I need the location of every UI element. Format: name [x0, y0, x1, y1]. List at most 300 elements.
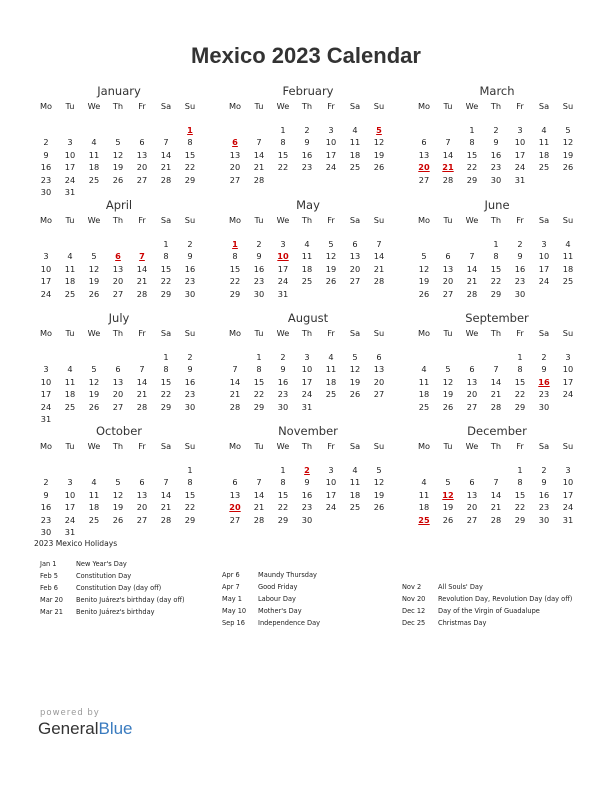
- day-cell: 13: [442, 263, 454, 274]
- holiday-column: [40, 559, 225, 619]
- day-cell: 13: [466, 489, 478, 500]
- day-cell: 20: [466, 389, 478, 400]
- day-cell: 27: [136, 514, 148, 525]
- day-cell: 11: [301, 251, 313, 262]
- holiday-name: Day of the Virgin of Guadalupe: [438, 607, 540, 615]
- day-cell: 12: [562, 137, 574, 148]
- holiday-date: Nov 20: [402, 595, 426, 603]
- day-cell: 18: [325, 376, 337, 387]
- weekday-label: Tu: [443, 441, 453, 451]
- day-cell: 12: [88, 376, 100, 387]
- day-cell: 4: [91, 477, 97, 488]
- weekday-label: Tu: [254, 441, 264, 451]
- day-cell: 18: [538, 149, 550, 160]
- day-cell: 5: [565, 125, 571, 135]
- day-cell: 18: [562, 263, 574, 274]
- day-cell: 25: [325, 389, 337, 400]
- day-cell: 11: [349, 477, 361, 488]
- weekday-label: Su: [562, 328, 574, 338]
- weekday-label: Sa: [538, 101, 550, 111]
- month-name: July: [108, 311, 130, 325]
- day-cell: 19: [442, 502, 454, 513]
- day-cell: 9: [517, 251, 523, 262]
- day-cell: 22: [160, 389, 172, 400]
- logo-part-blue: Blue: [98, 719, 133, 738]
- day-cell: 13: [112, 376, 124, 387]
- day-cell: 11: [64, 263, 76, 274]
- weekday-label: Mo: [39, 441, 53, 451]
- holiday-item: [40, 571, 225, 583]
- day-cell: 12: [112, 149, 124, 160]
- day-cell: 15: [229, 263, 241, 274]
- day-cell: 14: [442, 149, 454, 160]
- day-cell: 22: [490, 276, 502, 287]
- day-cell: 9: [256, 251, 262, 262]
- day-cell: 10: [64, 149, 76, 160]
- holiday-name: Independence Day: [258, 619, 321, 627]
- day-cell: 18: [349, 149, 361, 160]
- day-cell: 1: [517, 352, 523, 362]
- day-cell: 14: [229, 376, 241, 387]
- day-cell: 10: [301, 364, 313, 375]
- day-cell: 14: [466, 263, 478, 274]
- day-cell: 9: [43, 489, 49, 500]
- day-cell: 29: [229, 288, 241, 299]
- day-cell: 25: [88, 174, 100, 185]
- day-cell: 26: [88, 401, 100, 412]
- holiday-name: Good Friday: [258, 583, 298, 591]
- weekday-label: Mo: [39, 215, 53, 225]
- weekday-label: Sa: [349, 215, 361, 225]
- day-cell: 11: [562, 251, 574, 262]
- day-cell: 19: [418, 276, 430, 287]
- day-cell: 3: [43, 364, 49, 375]
- day-cell: 9: [541, 364, 547, 375]
- holiday-name: Benito Juárez's birthday: [76, 608, 155, 616]
- weekday-label: Sa: [349, 328, 361, 338]
- day-cell: 31: [64, 527, 76, 537]
- weekday-label: Fr: [138, 101, 146, 111]
- holiday-name: Constitution Day: [76, 572, 132, 580]
- day-cell: 8: [256, 364, 262, 375]
- month-name: September: [465, 311, 529, 325]
- day-cell: 30: [301, 514, 313, 525]
- day-cell: 6: [469, 364, 475, 375]
- month-name: November: [278, 424, 338, 438]
- holidays-title: 2023 Mexico Holidays: [34, 539, 118, 548]
- holiday-day: 21: [442, 162, 454, 173]
- weekday-label: Mo: [228, 441, 242, 451]
- day-cell: 6: [421, 137, 427, 148]
- holiday-date: Mar 20: [40, 596, 63, 604]
- holiday-day: 1: [232, 239, 238, 249]
- day-cell: 2: [280, 352, 286, 362]
- day-cell: 15: [184, 149, 196, 160]
- day-cell: 24: [325, 502, 337, 513]
- month-july: [34, 311, 204, 424]
- month-august: [223, 311, 393, 421]
- day-cell: 6: [376, 352, 382, 362]
- day-cell: 20: [373, 376, 385, 387]
- weekday-label: Tu: [65, 328, 75, 338]
- day-cell: 10: [325, 477, 337, 488]
- page-title: Mexico 2023 Calendar: [191, 43, 421, 68]
- day-cell: 17: [562, 489, 574, 500]
- day-cell: 2: [43, 137, 49, 148]
- day-cell: 19: [442, 389, 454, 400]
- holiday-item: [40, 595, 225, 607]
- day-cell: 19: [562, 149, 574, 160]
- day-cell: 15: [184, 489, 196, 500]
- day-cell: 13: [466, 376, 478, 387]
- day-cell: 9: [304, 137, 310, 148]
- day-cell: 3: [280, 239, 286, 249]
- day-cell: 25: [349, 502, 361, 513]
- day-cell: 28: [490, 514, 502, 525]
- day-cell: 28: [490, 401, 502, 412]
- day-cell: 8: [517, 477, 523, 488]
- day-cell: 27: [373, 389, 385, 400]
- day-cell: 30: [277, 401, 289, 412]
- day-cell: 19: [112, 502, 124, 513]
- day-cell: 14: [490, 489, 502, 500]
- day-cell: 24: [301, 389, 313, 400]
- holiday-column: [222, 570, 407, 630]
- weekday-label: Sa: [349, 441, 361, 451]
- weekday-label: Th: [301, 215, 313, 225]
- day-cell: 31: [301, 401, 313, 412]
- day-cell: 28: [136, 401, 148, 412]
- month-october: [34, 424, 204, 537]
- day-cell: 8: [280, 137, 286, 148]
- holiday-name: Maundy Thursday: [258, 571, 317, 579]
- day-cell: 17: [325, 489, 337, 500]
- day-cell: 11: [349, 137, 361, 148]
- day-cell: 27: [229, 514, 241, 525]
- day-cell: 11: [418, 376, 430, 387]
- day-cell: 12: [112, 489, 124, 500]
- day-cell: 20: [112, 276, 124, 287]
- day-cell: 11: [325, 364, 337, 375]
- day-cell: 14: [160, 489, 172, 500]
- weekday-label: Mo: [228, 328, 242, 338]
- day-cell: 18: [418, 502, 430, 513]
- day-cell: 29: [490, 288, 502, 299]
- day-cell: 5: [115, 137, 121, 148]
- day-cell: 8: [163, 251, 169, 262]
- month-name: January: [97, 84, 141, 98]
- holiday-name: Christmas Day: [438, 619, 487, 627]
- day-cell: 16: [184, 376, 196, 387]
- day-cell: 31: [64, 187, 76, 197]
- weekday-label: Th: [490, 328, 502, 338]
- day-cell: 7: [256, 137, 262, 148]
- day-cell: 4: [67, 251, 73, 262]
- holiday-day: 5: [376, 125, 382, 135]
- day-cell: 13: [349, 251, 361, 262]
- day-cell: 17: [64, 162, 76, 173]
- holiday-name: New Year's Day: [76, 560, 127, 568]
- weekday-label: Tu: [65, 441, 75, 451]
- day-cell: 24: [64, 514, 76, 525]
- holiday-name: Labour Day: [258, 595, 296, 603]
- day-cell: 13: [229, 489, 241, 500]
- day-cell: 28: [160, 174, 172, 185]
- day-cell: 30: [184, 288, 196, 299]
- day-cell: 13: [136, 149, 148, 160]
- holiday-name: Constitution Day (day off): [76, 584, 162, 592]
- day-cell: 20: [229, 162, 241, 173]
- holiday-item: [40, 583, 225, 595]
- holiday-item: [402, 582, 587, 594]
- day-cell: 7: [139, 364, 145, 375]
- day-cell: 5: [352, 352, 358, 362]
- day-cell: 4: [541, 125, 547, 135]
- day-cell: 19: [88, 389, 100, 400]
- holiday-day: 10: [277, 251, 289, 262]
- day-cell: 18: [88, 162, 100, 173]
- month-name: December: [467, 424, 527, 438]
- weekday-label: Fr: [327, 441, 335, 451]
- holiday-date: Feb 5: [40, 572, 58, 580]
- day-cell: 1: [280, 125, 286, 135]
- day-cell: 3: [541, 239, 547, 249]
- day-cell: 9: [187, 364, 193, 375]
- day-cell: 21: [160, 502, 172, 513]
- month-name: June: [484, 198, 510, 212]
- day-cell: 17: [538, 263, 550, 274]
- day-cell: 22: [514, 502, 526, 513]
- day-cell: 21: [136, 389, 148, 400]
- day-cell: 26: [112, 174, 124, 185]
- day-cell: 27: [466, 401, 478, 412]
- day-cell: 4: [328, 352, 334, 362]
- day-cell: 9: [304, 477, 310, 488]
- day-cell: 23: [514, 276, 526, 287]
- day-cell: 7: [493, 477, 499, 488]
- day-cell: 22: [514, 389, 526, 400]
- day-cell: 22: [277, 162, 289, 173]
- day-cell: 16: [184, 263, 196, 274]
- day-cell: 4: [91, 137, 97, 148]
- weekday-label: Fr: [138, 328, 146, 338]
- day-cell: 5: [445, 477, 451, 488]
- day-cell: 24: [325, 162, 337, 173]
- weekday-label: Fr: [516, 215, 524, 225]
- day-cell: 22: [184, 162, 196, 173]
- day-cell: 8: [517, 364, 523, 375]
- day-cell: 27: [466, 514, 478, 525]
- weekday-label: Mo: [39, 101, 53, 111]
- day-cell: 31: [514, 174, 526, 185]
- weekday-label: Th: [490, 101, 502, 111]
- day-cell: 23: [40, 514, 52, 525]
- day-cell: 10: [325, 137, 337, 148]
- day-cell: 18: [64, 389, 76, 400]
- generalblue-logo[interactable]: [38, 719, 133, 739]
- day-cell: 17: [325, 149, 337, 160]
- day-cell: 2: [517, 239, 523, 249]
- day-cell: 23: [301, 502, 313, 513]
- day-cell: 20: [136, 502, 148, 513]
- weekday-label: We: [465, 328, 479, 338]
- holiday-date: May 1: [222, 595, 242, 603]
- weekday-label: We: [276, 215, 290, 225]
- weekday-label: Sa: [538, 215, 550, 225]
- weekday-label: Tu: [443, 101, 453, 111]
- weekday-label: Sa: [160, 441, 172, 451]
- day-cell: 17: [514, 149, 526, 160]
- weekday-label: Su: [184, 328, 196, 338]
- day-cell: 26: [373, 502, 385, 513]
- day-cell: 11: [538, 137, 550, 148]
- day-cell: 29: [253, 401, 265, 412]
- weekday-label: Mo: [228, 101, 242, 111]
- weekday-label: Mo: [228, 215, 242, 225]
- day-cell: 16: [277, 376, 289, 387]
- day-cell: 28: [442, 174, 454, 185]
- day-cell: 22: [253, 389, 265, 400]
- day-cell: 1: [280, 465, 286, 475]
- day-cell: 2: [541, 352, 547, 362]
- weekday-label: Su: [184, 441, 196, 451]
- weekday-label: Fr: [327, 215, 335, 225]
- day-cell: 15: [514, 376, 526, 387]
- day-cell: 24: [40, 288, 52, 299]
- holiday-day: 7: [139, 251, 145, 262]
- holiday-name: Mother's Day: [258, 607, 302, 615]
- day-cell: 17: [277, 263, 289, 274]
- day-cell: 13: [418, 149, 430, 160]
- holiday-item: [222, 618, 407, 630]
- day-cell: 23: [490, 162, 502, 173]
- weekday-label: Sa: [538, 441, 550, 451]
- holiday-day: 16: [538, 376, 550, 387]
- day-cell: 10: [514, 137, 526, 148]
- day-cell: 6: [232, 477, 238, 488]
- day-cell: 29: [277, 514, 289, 525]
- day-cell: 10: [538, 251, 550, 262]
- day-cell: 26: [442, 401, 454, 412]
- powered-by-text: powered by: [40, 708, 100, 718]
- weekday-label: Tu: [254, 101, 264, 111]
- month-may: [223, 198, 393, 308]
- day-cell: 25: [418, 401, 430, 412]
- day-cell: 3: [565, 465, 571, 475]
- weekday-label: We: [87, 441, 101, 451]
- weekday-label: Th: [301, 441, 313, 451]
- day-cell: 12: [325, 251, 337, 262]
- day-cell: 10: [562, 364, 574, 375]
- day-cell: 1: [187, 465, 193, 475]
- day-cell: 5: [115, 477, 121, 488]
- day-cell: 12: [418, 263, 430, 274]
- day-cell: 24: [514, 162, 526, 173]
- day-cell: 14: [160, 149, 172, 160]
- day-cell: 7: [163, 477, 169, 488]
- holiday-name: All Souls' Day: [438, 583, 483, 591]
- weekday-label: Th: [301, 101, 313, 111]
- day-cell: 4: [352, 125, 358, 135]
- holiday-day: 1: [187, 125, 193, 135]
- logo-part-general: General: [38, 719, 99, 738]
- day-cell: 9: [493, 137, 499, 148]
- day-cell: 23: [184, 389, 196, 400]
- weekday-label: Su: [562, 101, 574, 111]
- day-cell: 27: [349, 276, 361, 287]
- holiday-date: Mar 21: [40, 608, 63, 616]
- weekday-label: Th: [112, 215, 124, 225]
- weekday-label: Th: [112, 101, 124, 111]
- day-cell: 25: [64, 401, 76, 412]
- weekday-label: We: [87, 101, 101, 111]
- day-cell: 8: [187, 137, 193, 148]
- day-cell: 26: [418, 288, 430, 299]
- day-cell: 8: [469, 137, 475, 148]
- month-name: March: [479, 84, 515, 98]
- day-cell: 13: [136, 489, 148, 500]
- day-cell: 22: [160, 276, 172, 287]
- month-name: May: [296, 198, 320, 212]
- day-cell: 19: [349, 376, 361, 387]
- day-cell: 18: [418, 389, 430, 400]
- day-cell: 25: [88, 514, 100, 525]
- day-cell: 30: [538, 514, 550, 525]
- holiday-day: 20: [229, 502, 241, 513]
- day-cell: 30: [40, 187, 52, 197]
- weekday-label: Su: [562, 215, 574, 225]
- day-cell: 21: [136, 276, 148, 287]
- day-cell: 10: [562, 477, 574, 488]
- day-cell: 13: [229, 149, 241, 160]
- weekday-label: Fr: [516, 328, 524, 338]
- holiday-date: May 10: [222, 607, 247, 615]
- day-cell: 14: [136, 376, 148, 387]
- day-cell: 29: [160, 288, 172, 299]
- day-cell: 11: [418, 489, 430, 500]
- day-cell: 24: [40, 401, 52, 412]
- day-cell: 13: [373, 364, 385, 375]
- day-cell: 26: [112, 514, 124, 525]
- day-cell: 6: [469, 477, 475, 488]
- month-september: [412, 311, 582, 421]
- day-cell: 26: [373, 162, 385, 173]
- day-cell: 8: [163, 364, 169, 375]
- day-cell: 3: [328, 125, 334, 135]
- day-cell: 19: [373, 149, 385, 160]
- day-cell: 25: [64, 288, 76, 299]
- day-cell: 9: [43, 149, 49, 160]
- day-cell: 25: [562, 276, 574, 287]
- day-cell: 10: [40, 376, 52, 387]
- holiday-day: 25: [418, 514, 430, 525]
- day-cell: 3: [328, 465, 334, 475]
- holiday-name: Revolution Day, Revolution Day (day off): [438, 595, 573, 603]
- weekday-label: Th: [301, 328, 313, 338]
- day-cell: 5: [421, 251, 427, 262]
- day-cell: 3: [304, 352, 310, 362]
- day-cell: 17: [40, 276, 52, 287]
- day-cell: 5: [376, 465, 382, 475]
- day-cell: 7: [232, 364, 238, 375]
- day-cell: 18: [349, 489, 361, 500]
- month-november: [223, 424, 393, 534]
- weekday-label: Tu: [254, 215, 264, 225]
- weekday-label: Sa: [538, 328, 550, 338]
- holiday-day: 6: [232, 137, 238, 148]
- day-cell: 12: [442, 376, 454, 387]
- day-cell: 16: [538, 489, 550, 500]
